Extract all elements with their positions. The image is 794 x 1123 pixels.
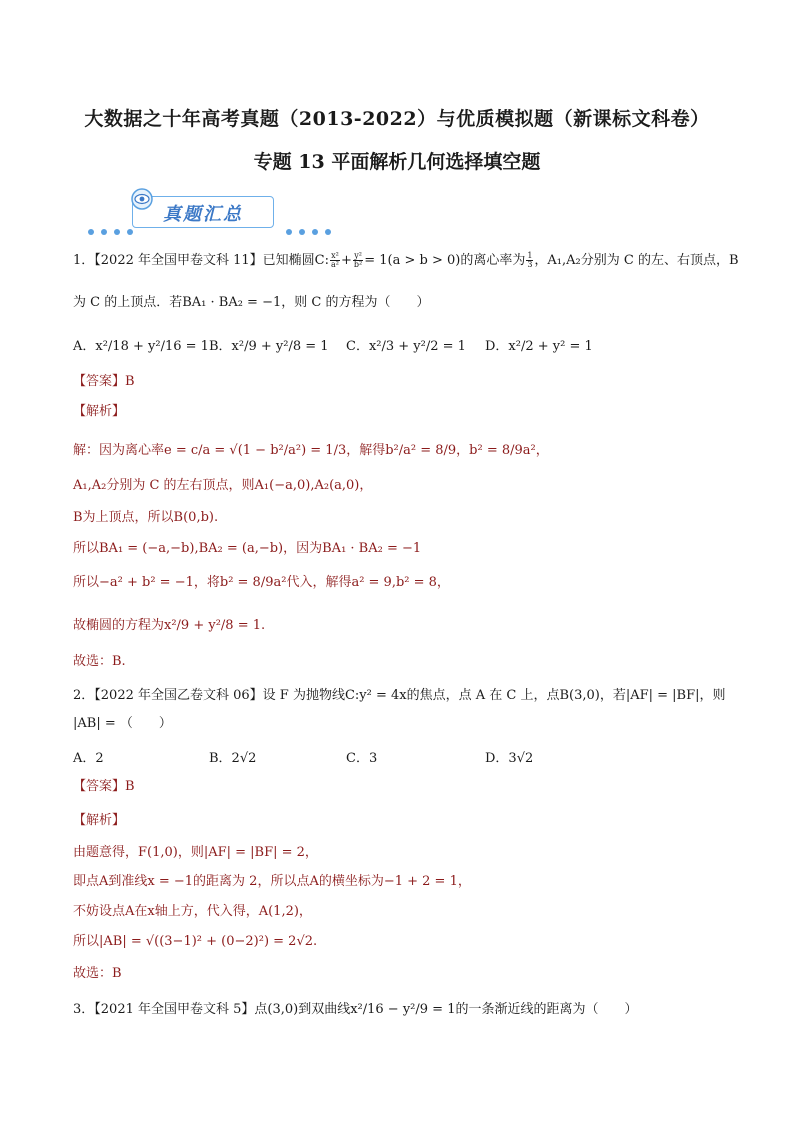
q2-stem-line2: |AB| = （ ）: [73, 716, 172, 731]
q2-analysis-heading: 【解析】: [73, 813, 126, 828]
section-label: 真题汇总: [163, 204, 243, 225]
q2-solution-3: 不妨设点A在x轴上方，代入得，A(1,2)，: [73, 904, 312, 919]
q1-solution-6: 故椭圆的方程为x²/9 + y²/8 = 1.: [73, 618, 266, 633]
q2-stem-line1: 2．【2022 年全国乙卷文科 06】设 F 为抛物线C:y² = 4x的焦点，点 A 在 C 上，点B(3,0)，若|AF| = |BF|，则: [73, 688, 726, 703]
q3-stem: 3．【2021 年全国甲卷文科 5】点(3,0)到双曲线x²/16 − y²/9 = 1的一条渐近线的距离为（ ）: [73, 1002, 638, 1017]
q1-solution-2: A₁,A₂分别为 C 的左右顶点，则A₁(−a,0),A₂(a,0)，: [73, 478, 373, 493]
q2-solution-4: 所以|AB| = √((3−1)² + (0−2)²) = 2√2.: [73, 934, 318, 949]
q2-solution-2: 即点A到准线x = −1的距离为 2，所以点A的横坐标为−1 + 2 = 1，: [73, 874, 471, 889]
q2-option-c: C．3: [346, 751, 378, 766]
q1-option-a: A．x²/18 + y²/16 = 1: [73, 339, 209, 354]
q1-stem-line1: 1．【2022 年全国甲卷文科 11】已知椭圆C: $\frac{\text{x²}}{\text{a²}}$ + $\frac{\text{y²}}{\text{b²}}$ = 1(a > b > 0)的离心率为 $\frac{1}{3}$ ，A₁,A₂分别为 C 的左、右顶点，B: [73, 251, 739, 269]
q1-solution-3: B为上顶点，所以B(0,b).: [73, 510, 219, 525]
q1-solution-5: 所以−a² + b² = −1，将b² = 8/9a²代入，解得a² = 9,b² = 8，: [73, 575, 450, 590]
section-banner: [88, 188, 348, 232]
q2-answer: 【答案】B: [73, 779, 135, 794]
q1-option-b: B．x²/9 + y²/8 = 1: [209, 339, 329, 354]
q2-option-a: A．2: [73, 751, 104, 766]
q2-option-d: D．3√2: [485, 751, 534, 766]
q1-analysis-heading: 【解析】: [73, 404, 126, 419]
q1-solution-1: 解：因为离心率e = c/a = √(1 − b²/a²) = 1/3，解得b²/a² = 8/9，b² = 8/9a²，: [73, 443, 549, 458]
q1-stem-line2: 为 C 的上顶点．若BA₁ · BA₂ = −1，则 C 的方程为（ ）: [73, 295, 430, 310]
q1-solution-7: 故选：B.: [73, 654, 126, 669]
q2-option-b: B．2√2: [209, 751, 257, 766]
q2-solution-1: 由题意得，F(1,0)，则|AF| = |BF| = 2，: [73, 845, 318, 860]
banner-dots-right: [286, 220, 338, 226]
eye-icon: [128, 188, 156, 210]
document-subtitle: 专题 13 平面解析几何选择填空题: [253, 151, 541, 173]
q1-solution-4: 所以BA₁ = (−a,−b),BA₂ = (a,−b)，因为BA₁ · BA₂ = −1: [73, 541, 422, 556]
q1-option-c: C．x²/3 + y²/2 = 1: [346, 339, 466, 354]
q1-option-d: D．x²/2 + y² = 1: [485, 339, 593, 354]
document-title: 大数据之十年高考真题（2013-2022）与优质模拟题（新课标文科卷）: [84, 108, 710, 130]
q1-answer: 【答案】B: [73, 374, 135, 389]
q2-solution-5: 故选：B: [73, 966, 122, 981]
